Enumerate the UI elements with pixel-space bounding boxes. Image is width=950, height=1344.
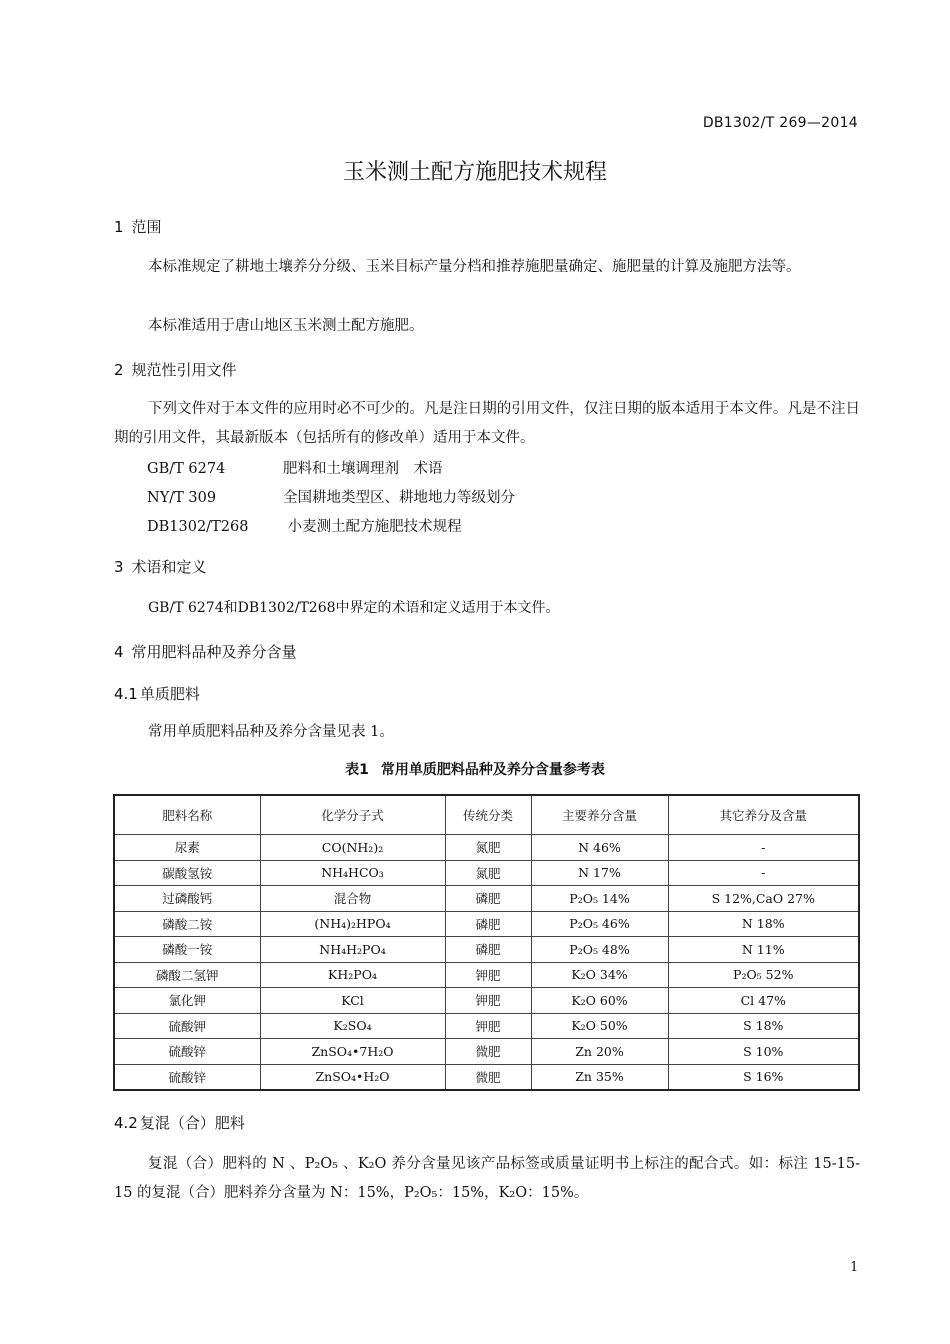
table-cell: K₂SO₄	[260, 1013, 445, 1039]
reference-item	[147, 515, 462, 536]
table-cell: N 17%	[531, 860, 668, 886]
table-cell: (NH₄)₂HPO₄	[260, 911, 445, 937]
section-2-heading	[114, 359, 237, 380]
table-cell: 微肥	[445, 1064, 531, 1090]
section-4-1-heading	[114, 683, 200, 704]
section-4-2-heading	[114, 1112, 245, 1133]
section-number: 2	[114, 361, 124, 379]
table-row	[114, 962, 859, 988]
table-cell: K₂O 60%	[531, 988, 668, 1014]
table-cell: S 12%,CaO 27%	[668, 886, 859, 912]
table-row	[114, 1013, 859, 1039]
table-row	[114, 988, 859, 1014]
paragraph: 下列文件对于本文件的应用时必不可少的。凡是注日期的引用文件，仅注日期的版本适用于本文件。凡是不注日期的引用文件，其最新版本（包括所有的修改单）适用于本文件。	[114, 401, 860, 446]
reference-name: 全国耕地类型区、耕地地力等级划分	[283, 490, 515, 506]
table-cell: Zn 35%	[531, 1064, 668, 1090]
fertilizer-table	[113, 794, 860, 1091]
table-cell: ZnSO₄•H₂O	[260, 1064, 445, 1090]
table-cell: S 10%	[668, 1039, 859, 1065]
standard-code: DB1302/T 269—2014	[702, 115, 858, 131]
section-title: 复混（合）肥料	[139, 1114, 245, 1132]
reference-code: NY/T 309	[147, 490, 217, 506]
table-cell: 混合物	[260, 886, 445, 912]
reference-item	[147, 457, 443, 478]
section-number: 1	[114, 218, 124, 236]
section-number: 4	[114, 643, 124, 661]
table-cell: 磷酸二铵	[114, 911, 260, 937]
table-cell: N 46%	[531, 835, 668, 861]
reference-name: 肥料和土壤调理剂 术语	[283, 461, 443, 477]
table-header-cell: 化学分子式	[260, 795, 445, 835]
paragraph: 常用单质肥料品种及养分含量见表 1。	[148, 724, 394, 740]
table-cell: 尿素	[114, 835, 260, 861]
section-number: 4.1	[114, 685, 138, 703]
table-cell: P₂O₅ 46%	[531, 911, 668, 937]
table-cell: N 11%	[668, 937, 859, 963]
table-cell: 钾肥	[445, 962, 531, 988]
table-cell: 氯化钾	[114, 988, 260, 1014]
section-1-heading	[114, 216, 162, 237]
table-cell: Cl 47%	[668, 988, 859, 1014]
table-cell: CO(NH₂)₂	[260, 835, 445, 861]
table-cell: 硫酸锌	[114, 1039, 260, 1065]
section-title: 常用肥料品种及养分含量	[131, 643, 297, 661]
document-title: 玉米测土配方施肥技术规程	[342, 160, 607, 185]
table-cell: 过磷酸钙	[114, 886, 260, 912]
table-row	[114, 937, 859, 963]
table-cell: 磷肥	[445, 886, 531, 912]
paragraph: 本标准规定了耕地土壤养分分级、玉米目标产量分档和推荐施肥量确定、施肥量的计算及施肥方法等。	[148, 259, 801, 275]
reference-name: 小麦测土配方施肥技术规程	[283, 519, 462, 535]
table-cell: 微肥	[445, 1039, 531, 1065]
reference-code: GB/T 6274	[147, 461, 226, 477]
table-cell: N 18%	[668, 911, 859, 937]
table-cell: 钾肥	[445, 988, 531, 1014]
table-header-cell: 传统分类	[445, 795, 531, 835]
table-title: 常用单质肥料品种及养分含量参考表	[380, 762, 605, 778]
table-cell: 钾肥	[445, 1013, 531, 1039]
section-number: 4.2	[114, 1114, 138, 1132]
table-cell: 磷酸一铵	[114, 937, 260, 963]
table-cell: -	[668, 835, 859, 861]
table-cell: 磷酸二氢钾	[114, 962, 260, 988]
table-label: 表1	[345, 762, 369, 778]
table-cell: P₂O₅ 48%	[531, 937, 668, 963]
section-3-heading	[114, 556, 207, 577]
paragraph: 复混（合）肥料的 N 、P₂O₅ 、K₂O 养分含量见该产品标签或质量证明书上标注的配合式。如：标注 15-15-15 的复混（合）肥料养分含量为 N：15%，P₂O₅：15%，K₂O：15%。	[114, 1156, 860, 1201]
table-row	[114, 835, 859, 861]
table-caption	[0, 759, 950, 779]
table-row	[114, 911, 859, 937]
section-4-heading	[114, 641, 297, 662]
table-header-cell: 主要养分含量	[531, 795, 668, 835]
table-cell: K₂O 34%	[531, 962, 668, 988]
table-cell: 硫酸锌	[114, 1064, 260, 1090]
table-cell: NH₄HCO₃	[260, 860, 445, 886]
table-row	[114, 886, 859, 912]
table-cell: 氮肥	[445, 835, 531, 861]
table-cell: 磷肥	[445, 937, 531, 963]
section-title: 单质肥料	[139, 685, 200, 703]
table-row	[114, 1064, 859, 1090]
table-cell: 碳酸氢铵	[114, 860, 260, 886]
table-cell: 磷肥	[445, 911, 531, 937]
table-header-cell: 肥料名称	[114, 795, 260, 835]
table-cell: Zn 20%	[531, 1039, 668, 1065]
table-cell: 硫酸钾	[114, 1013, 260, 1039]
table-cell: NH₄H₂PO₄	[260, 937, 445, 963]
table-cell: KH₂PO₄	[260, 962, 445, 988]
reference-code: DB1302/T268	[147, 519, 249, 535]
section-title: 术语和定义	[131, 558, 207, 576]
page-number: 1	[850, 1260, 859, 1275]
paragraph: 本标准适用于唐山地区玉米测土配方施肥。	[148, 318, 424, 334]
table-cell: 氮肥	[445, 860, 531, 886]
table-cell: -	[668, 860, 859, 886]
table-header-cell: 其它养分及含量	[668, 795, 859, 835]
table-cell: P₂O₅ 52%	[668, 962, 859, 988]
table-cell: ZnSO₄•7H₂O	[260, 1039, 445, 1065]
table-cell: S 18%	[668, 1013, 859, 1039]
reference-item	[147, 486, 515, 507]
section-title: 范围	[131, 218, 162, 236]
section-number: 3	[114, 558, 124, 576]
table-row	[114, 860, 859, 886]
section-title: 规范性引用文件	[131, 361, 237, 379]
table-cell: P₂O₅ 14%	[531, 886, 668, 912]
table-cell: S 16%	[668, 1064, 859, 1090]
table-cell: K₂O 50%	[531, 1013, 668, 1039]
table-cell: KCl	[260, 988, 445, 1014]
paragraph: GB/T 6274和DB1302/T268中界定的术语和定义适用于本文件。	[148, 600, 560, 616]
table-header-row	[114, 795, 859, 835]
table-row	[114, 1039, 859, 1065]
